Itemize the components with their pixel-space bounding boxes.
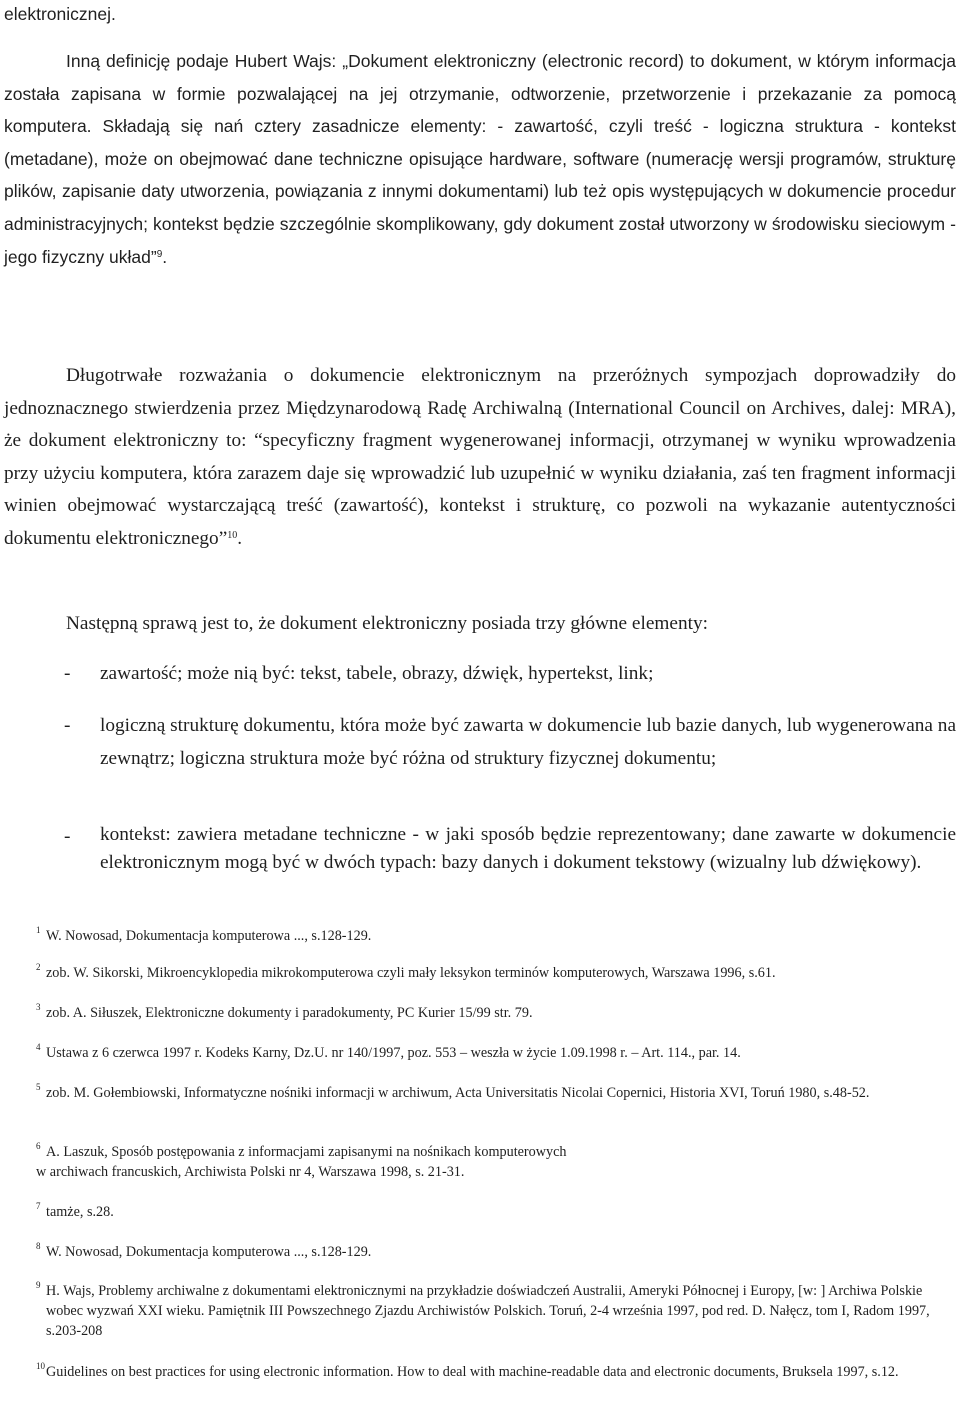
footnote-number: 10: [36, 1361, 45, 1371]
footnote: [36, 1043, 950, 1063]
footnote: [36, 1242, 950, 1262]
footnote-number: 2: [36, 962, 41, 972]
footnote-number: 9: [36, 1280, 41, 1290]
footnote-text: zob. A. Siłuszek, Elektroniczne dokumenty i paradokumenty, PC Kurier 15/99 str. 79.: [46, 1005, 533, 1021]
list-dash: -: [64, 715, 71, 736]
footnote: [36, 926, 950, 946]
footnote-text: zob. W. Sikorski, Mikroencyklopedia mikrokomputerowa czyli mały leksykon terminów komputerowych, Warszawa 1996, s.61.: [46, 965, 776, 981]
footnote-text: tamże, s.28.: [46, 1204, 114, 1220]
footnote: [36, 963, 950, 983]
footnote-number: 6: [36, 1141, 41, 1151]
footnote-text: Ustawa z 6 czerwca 1997 r. Kodeks Karny, Dz.U. nr 140/1997, poz. 553 – weszła w życie 1.09.1998 r. – Art. 114., par. 14.: [46, 1045, 741, 1061]
footnote-number: 8: [36, 1241, 41, 1251]
footnote: [36, 1362, 950, 1382]
footnote-text-line2: w archiwach francuskich, Archiwista Polski nr 4, Warszawa 1998, s. 21-31.: [36, 1164, 465, 1180]
paragraph-2-text: Długotrwałe rozważania o dokumencie elektronicznym na przeróżnych sympozjach doprowadziły do jednoznacznego stwierdzenia przez Międzynarodową Radę Archiwalną (International Council on Archives, dalej: MRA), że dokument elektroniczny to: “specyficzny fragment wygenerowanej informacji, otrzymanej w wyniku wprowadzenia przy użyciu komputera, która zarazem daje się wprowadzić lub uzupełnić w wyniku działania, zaś ten fragment informacji winien obejmować wystarczającą treść (zawartość), kontekst i strukturę, co pozwoli na wykazanie autentyczności dokumentu elektronicznego”: [4, 365, 956, 549]
paragraph-3: [4, 608, 956, 641]
top-line-text: elektronicznej.: [4, 4, 116, 24]
paragraph-1: [4, 45, 956, 273]
top-line: [4, 0, 956, 31]
paragraph-3-text: Następną sprawą jest to, że dokument elektroniczny posiada trzy główne elementy:: [66, 613, 708, 634]
list-dash: -: [64, 663, 71, 684]
paragraph-2-end: .: [237, 527, 243, 549]
list-item-text: logiczną strukturę dokumentu, która może być zawarta w dokumencie lub bazie danych, lub wygenerowana na zewnątrz; logiczna struktura może być różna od struktury fizycznej dokumentu;: [100, 715, 956, 769]
footnote-text: Guidelines on best practices for using electronic information. How to deal with machine-readable data and electronic documents, Bruksela 1997, s.12.: [46, 1364, 899, 1380]
footnote-text: W. Nowosad, Dokumentacja komputerowa ..., s.128-129.: [46, 1244, 372, 1260]
footnote: [36, 1142, 950, 1182]
footnote-text: W. Nowosad, Dokumentacja komputerowa ..., s.128-129.: [46, 928, 372, 944]
footnote-number: 5: [36, 1082, 41, 1092]
paragraph-1-end: .: [162, 246, 168, 267]
list-item-text: kontekst: zawiera metadane techniczne - w jaki sposób będzie reprezentowany; dane zawarte w dokumencie elektronicznym mogą być w dwóch typach: bazy danych i dokument tekstowy (wizualny lub dźwiękowy).: [100, 824, 956, 873]
footnote-text: zob. M. Gołembiowski, Informatyczne nośniki informacji w archiwum, Acta Universitatis Nicolai Copernici, Historia XVI, Toruń 1980, s.48-52.: [46, 1085, 870, 1101]
footnote: [36, 1083, 950, 1103]
footnote: [36, 1281, 950, 1341]
paragraph-1-text: Inną definicję podaje Hubert Wajs: „Dokument elektroniczny (electronic record) to dokument, w którym informacja została zapisana w formie pozwalającej na jej otrzymanie, odtworzenie, przetworzenie i przekazanie za pomocą komputera. Składają się nań cztery zasadnicze elementy: - zawartość, czyli treść - logiczna struktura - kontekst (metadane), może on obejmować dane techniczne opisujące hardware, software (numerację wersji programów, strukturę plików, zapisanie daty utworzenia, powiązania z innymi dokumentami) lub też opis występujących w dokumencie procedur administracyjnych; kontekst będzie szczególnie skomplikowany, gdy dokument został utworzony w środowisku sieciowym - jego fizyczny układ”: [4, 51, 956, 267]
footnote: [36, 1003, 950, 1023]
list-dash: -: [64, 826, 71, 847]
footnote-number: 4: [36, 1042, 41, 1052]
paragraph-2: [4, 360, 956, 556]
footnote: [36, 1202, 950, 1222]
footnote-ref-10[interactable]: 10: [227, 529, 238, 541]
footnote-number: 1: [36, 925, 41, 935]
footnote-text: A. Laszuk, Sposób postępowania z informacjami zapisanymi na nośnikach komputerowych: [46, 1144, 567, 1160]
list-item-text: zawartość; może nią być: tekst, tabele, obrazy, dźwięk, hypertekst, link;: [100, 663, 654, 684]
footnote-text: H. Wajs, Problemy archiwalne z dokumentami elektronicznymi na przykładzie doświadczeń Australii, Ameryki Północnej i Europy, [w: ] Archiwa Polskie wobec wyzwań XXI wieku. Pamiętnik III Powszechnego Zjazdu Archiwistów Polskich. Toruń, 2-4 września 1997, pod red. D. Nałęcz, tom I, Radom 1997, s.203-208: [46, 1283, 930, 1339]
footnote-ref-9[interactable]: 9: [156, 248, 163, 260]
footnote-number: 3: [36, 1002, 41, 1012]
footnote-number: 7: [36, 1201, 41, 1211]
